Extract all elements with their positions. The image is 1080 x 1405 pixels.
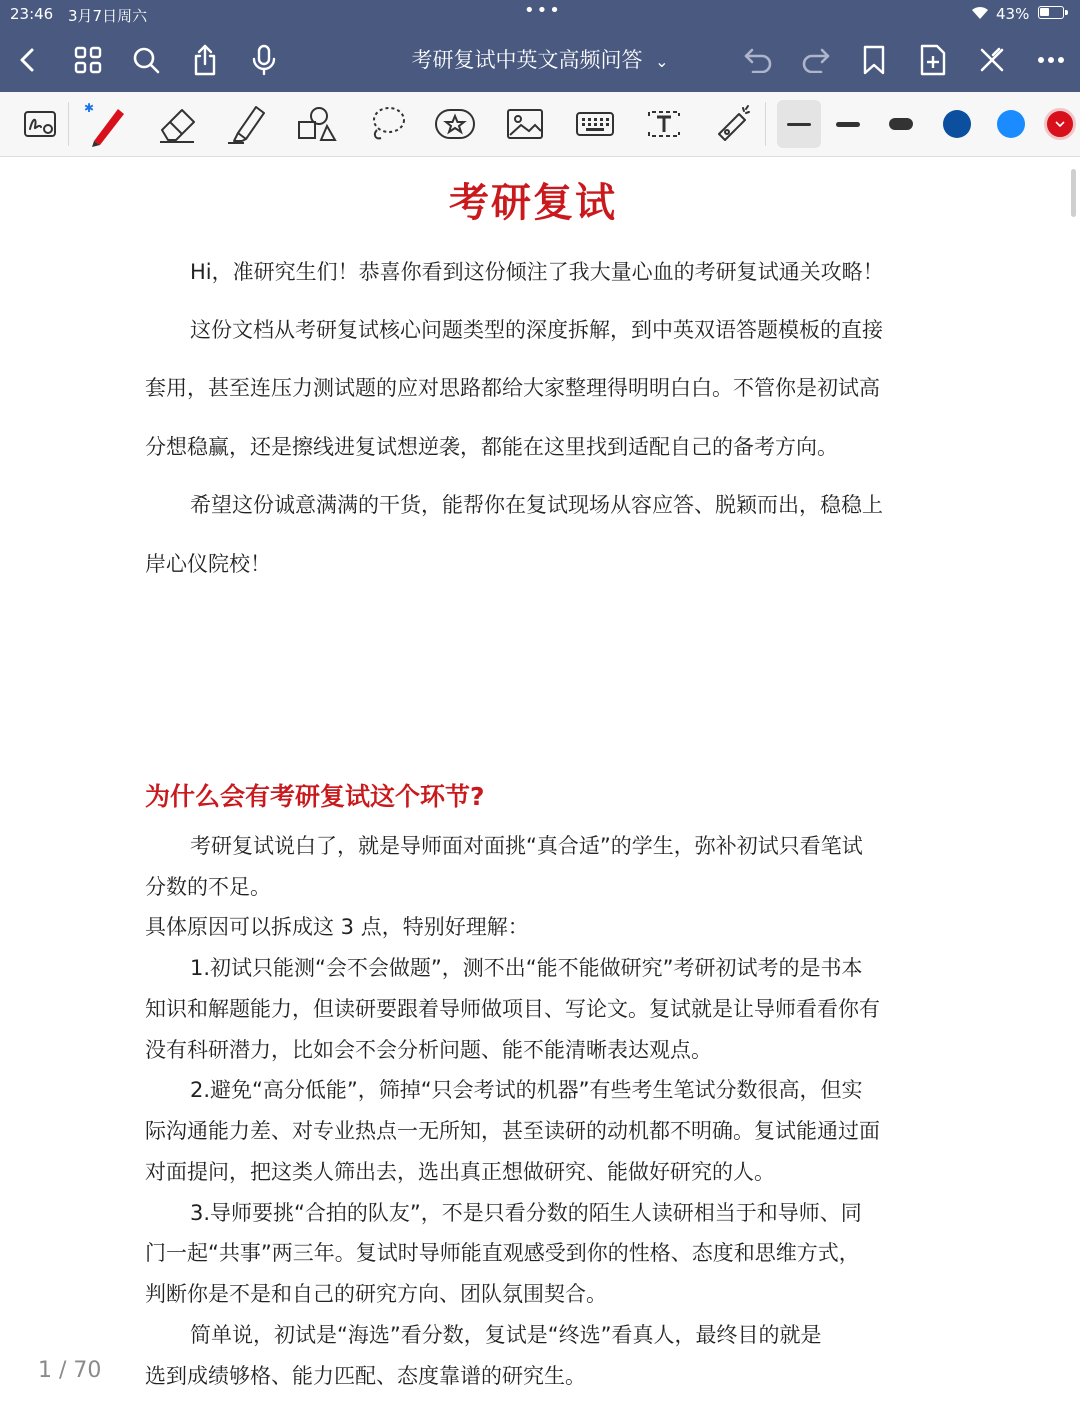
laser-pointer-icon[interactable] <box>708 100 758 148</box>
bookmark-icon[interactable] <box>854 40 894 80</box>
keyboard-icon[interactable] <box>570 100 620 148</box>
document-title-menu[interactable] <box>370 44 710 74</box>
body-line-13: 简单说，初试是“海选”看分数，复试是“终选”看真人，最终目的就是 <box>190 1323 822 1347</box>
status-date: 3月7日周六 <box>68 7 148 25</box>
color-light-blue-swatch[interactable] <box>987 100 1035 148</box>
body-line-3: 具体原因可以拆成这 3 点，特别好理解： <box>145 915 529 939</box>
intro-line-2: 这份文档从考研复试核心问题类型的深度拆解，到中英双语答题模板的直接 <box>190 318 883 342</box>
body-line-11: 门一起“共事”两三年。复试时导师能直观感受到你的性格、态度和思维方式， <box>145 1241 860 1265</box>
wifi-icon <box>970 3 990 25</box>
stroke-medium-option[interactable] <box>826 100 870 148</box>
shapes-icon[interactable] <box>292 100 342 148</box>
lasso-icon[interactable] <box>362 100 412 148</box>
red-selected-dot <box>1044 108 1076 140</box>
svg-text:✱: ✱ <box>84 101 95 115</box>
grid-icon[interactable] <box>68 40 108 80</box>
battery-percent: 43% <box>996 5 1030 23</box>
body-line-8: 际沟通能力差、对专业热点一无所知，甚至读研的动机都不明确。复试能通过面 <box>145 1119 880 1143</box>
multitask-dots[interactable]: ••• <box>524 0 562 21</box>
stroke-thin-option[interactable] <box>777 100 821 148</box>
body-line-1: 考研复试说白了，就是导师面对面挑“真合适”的学生，弥补初试只看笔试 <box>190 834 863 858</box>
body-line-9: 对面提问，把这类人筛出去，选出真正想做研究、能做好研究的人。 <box>145 1160 775 1184</box>
image-icon[interactable] <box>500 100 550 148</box>
color-red-swatch[interactable] <box>1040 100 1080 148</box>
body-line-7: 2.避免“高分低能”，筛掉“只会考试的机器”有些考生笔试分数很高，但实 <box>190 1078 863 1102</box>
body-line-2: 分数的不足。 <box>145 875 271 899</box>
scroll-indicator[interactable] <box>1071 169 1076 217</box>
text-icon[interactable] <box>639 100 689 148</box>
body-line-12: 判断你是不是和自己的研究方向、团队氛围契合。 <box>145 1282 607 1306</box>
pen-icon[interactable] <box>82 100 132 148</box>
stroke-thick-option[interactable] <box>879 100 923 148</box>
nav-row <box>0 30 1080 90</box>
body-line-5: 知识和解题能力，但读研要跟着导师做项目、写论文。复试就是让导师看看你有 <box>145 997 880 1021</box>
document-page[interactable] <box>0 157 1080 1405</box>
section-heading: 为什么会有考研复试这个环节? <box>145 782 485 811</box>
mic-icon[interactable] <box>244 40 284 80</box>
more-icon[interactable] <box>1031 40 1071 80</box>
top-bar <box>0 0 1080 92</box>
eraser-icon[interactable] <box>152 100 202 148</box>
redo-icon[interactable] <box>796 40 836 80</box>
body-line-6: 没有科研潜力，比如会不会分析问题、能不能清晰表达观点。 <box>145 1038 712 1062</box>
status-time: 23:46 <box>10 5 54 23</box>
undo-icon[interactable] <box>738 40 778 80</box>
close-toolbar-icon[interactable] <box>972 40 1012 80</box>
highlighter-icon[interactable] <box>222 100 272 148</box>
doc-title-text: 考研复试中英文高频问答 <box>411 48 643 72</box>
intro-line-1: Hi，准研究生们！恭喜你看到这份倾注了我大量心血的考研复试通关攻略！ <box>190 260 884 284</box>
search-icon[interactable] <box>126 40 166 80</box>
add-page-icon[interactable] <box>913 40 953 80</box>
intro-line-6: 岸心仪院校！ <box>145 552 271 576</box>
battery-icon <box>1038 6 1064 19</box>
read-mode-icon[interactable] <box>15 100 65 148</box>
intro-line-4: 分想稳赢，还是擦线进复试想逆袭，都能在这里找到适配自己的备考方向。 <box>145 435 838 459</box>
chevron-down-icon: ⌄ <box>655 52 669 71</box>
annotation-toolbar <box>0 92 1080 157</box>
light-blue-dot <box>997 110 1025 138</box>
status-bar <box>0 0 1080 28</box>
page-indicator: 1 / 70 <box>38 1358 102 1383</box>
intro-line-3: 套用，甚至连压力测试题的应对思路都给大家整理得明明白白。不管你是初试高 <box>145 376 880 400</box>
dark-blue-dot <box>943 110 971 138</box>
color-dark-blue-swatch[interactable] <box>933 100 981 148</box>
sticker-icon[interactable] <box>430 100 480 148</box>
back-icon[interactable] <box>8 40 48 80</box>
body-line-10: 3.导师要挑“合拍的队友”，不是只看分数的陌生人读研相当于和导师、同 <box>190 1201 862 1225</box>
share-icon[interactable] <box>185 40 225 80</box>
page-title: 考研复试 <box>449 180 617 226</box>
body-line-14: 选到成绩够格、能力匹配、态度靠谱的研究生。 <box>145 1364 586 1388</box>
intro-line-5: 希望这份诚意满满的干货，能帮你在复试现场从容应答、脱颖而出，稳稳上 <box>190 493 883 517</box>
body-line-4: 1.初试只能测“会不会做题”，测不出“能不能做研究”考研初试考的是书本 <box>190 956 863 980</box>
